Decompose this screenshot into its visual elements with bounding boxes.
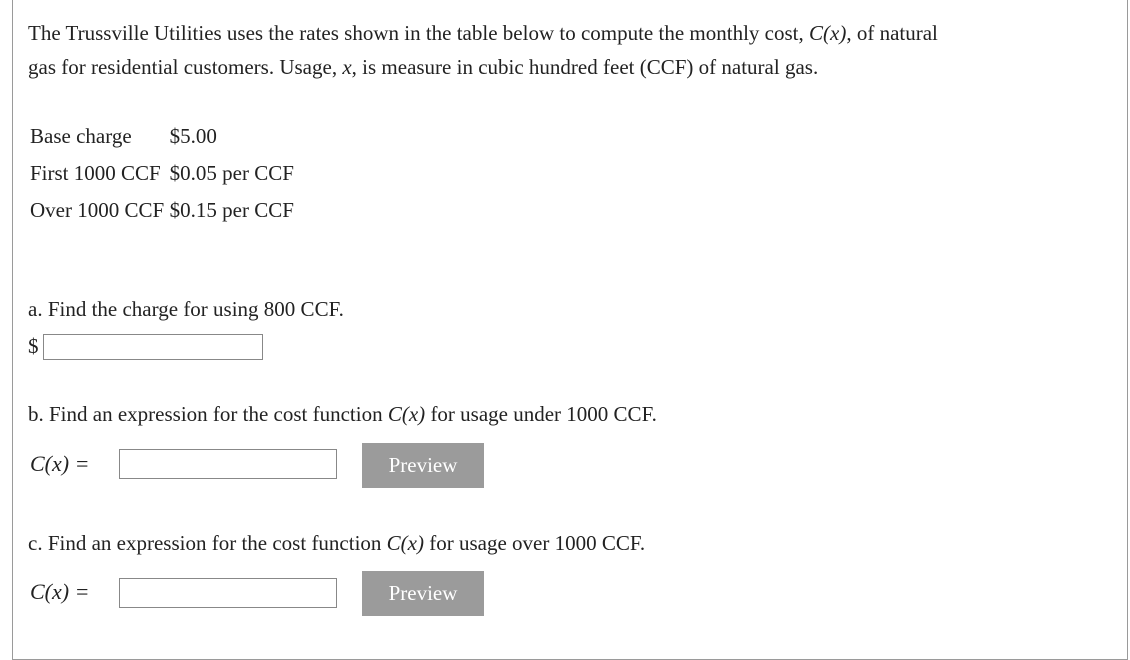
intro-text: gas for residential customers. Usage, xyxy=(28,55,343,79)
intro-text: , is measure in cubic hundred feet (CCF) of natural gas. xyxy=(351,55,819,79)
question-math: C(x) xyxy=(386,531,424,555)
part-a-answer-input[interactable] xyxy=(43,334,263,360)
rate-label: First 1000 CCF xyxy=(30,161,161,185)
rate-value: $5.00 xyxy=(169,124,217,148)
problem-intro xyxy=(28,16,938,84)
question-text: b. Find an expression for the cost function xyxy=(28,402,388,426)
rate-label: Over 1000 CCF xyxy=(30,198,165,222)
intro-math: x xyxy=(342,55,352,79)
part-b-answer-input[interactable] xyxy=(119,449,337,479)
part-c-answer-input[interactable] xyxy=(119,578,337,608)
question-text: for usage over 1000 CCF. xyxy=(424,531,646,555)
preview-button[interactable]: Preview xyxy=(362,571,484,616)
rate-value: $0.05 per CCF xyxy=(169,161,294,185)
intro-text: The Trussville Utilities uses the rates shown in the table below to compute the monthly cost, xyxy=(28,21,809,45)
question-text: for usage under 1000 CCF. xyxy=(425,402,657,426)
table-row xyxy=(30,155,294,192)
part-b-lhs: C(x) = xyxy=(30,451,90,476)
intro-line-2 xyxy=(28,50,938,84)
question-text: c. Find an expression for the cost function xyxy=(28,531,387,555)
rate-table xyxy=(30,118,294,229)
question-math: C(x) xyxy=(387,402,426,426)
preview-button[interactable]: Preview xyxy=(362,443,484,488)
part-b-question xyxy=(28,402,657,427)
table-row xyxy=(30,192,294,229)
table-row xyxy=(30,118,294,155)
part-a-question: a. Find the charge for using 800 CCF. xyxy=(28,297,344,321)
question-frame xyxy=(12,0,1128,660)
currency-symbol: $ xyxy=(28,334,39,358)
part-c-question xyxy=(28,531,645,556)
part-c-lhs: C(x) = xyxy=(30,579,90,604)
intro-math: C(x) xyxy=(809,21,847,45)
rate-value: $0.15 per CCF xyxy=(169,198,294,222)
intro-text: , of natural xyxy=(846,21,938,45)
rate-label: Base charge xyxy=(30,124,132,148)
intro-line-1 xyxy=(28,16,938,50)
